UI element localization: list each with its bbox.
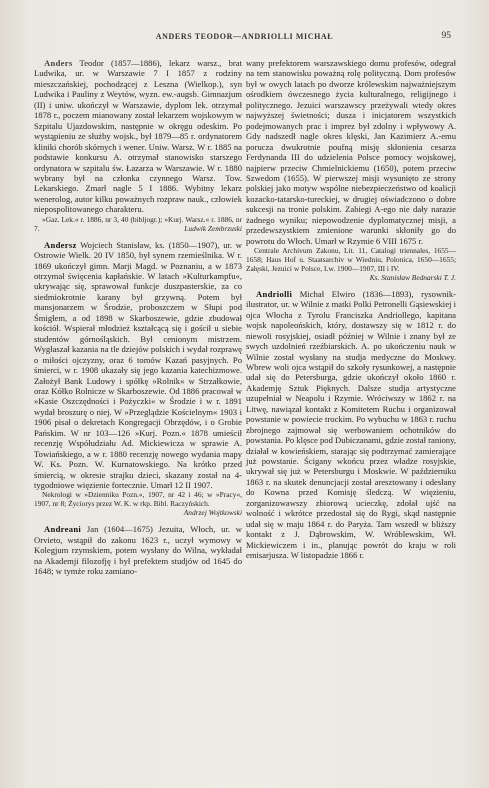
- entry-text: Teodor (1857—1886), lekarz warsz., brat Ludwika, ur. w Warszawie 7 I 1857 z rodziny mieszczańskiej, pochodzącej z Leszna (Wielkop.), syn Ludwika i Pauliny z Weytów, wyzn. ew.-augsb. Gimnazjum (II) i uniw. ukończył w Warszawie, dyplom lek. otrzymał 1878 r., poczem mianowany został lekarzem wojskowym w Szpitalu Ujazdowskim, następnie w okręgu odeskim. Po wystąpieniu ze służby wojsk., był 1879—85 r. ordynatorem kliniki chorób skórnych i wener. Uniw. Warsz. W r. 1885 na podstawie konkursu A. otrzymał stanowisko starszego ordynatora w szpitalu św. Łazarza w Warszawie. W r. 1880 wybrany był na członka czynnego Warsz. Tow. Lekarskiego. Zmarł nagle 5 I 1886. Wybitny lekarz wenerolog, autor kilku poważnych rozpraw nauk., człowiek niepospolitowanego charakteru.: [34, 58, 242, 215]
- entry-andriolli-michal: [246, 289, 456, 561]
- author-signature: Ks. Stanisław Bednarski T. J.: [369, 272, 456, 282]
- headword: Andriolli: [256, 288, 293, 299]
- author-signature: Andrzej Wojtkowski: [183, 508, 242, 518]
- left-column: [34, 58, 242, 582]
- headword: Anders: [44, 58, 73, 68]
- page-header: [0, 32, 489, 46]
- bibliography: [34, 216, 242, 234]
- right-column: [246, 58, 456, 567]
- running-head: ANDERS TEODOR—ANDRIOLLI MICHAŁ: [155, 32, 334, 41]
- entry-text: wany prefektorem warszawskiego domu profesów, odegrał na tem stanowisku poważną rolę polityczną. Dom profesów był w owych latach po dworze królewskim najważniejszym ośrodkiem ówczesnego życia kulturalnego, religijnego i politycznego. Jezuici warszawscy przeżywali wtedy okres najwyższej świetności; dusza i inicjatorem wszystkich podejmowanych prac i imprez był zdolny i wpływowy A. Gdy nadszedł nagle okres klęski, Jan Kazimierz A.-emu porucza dwukrotnie poufną misję skłonienia cesarza Ferdynanda III do udzielenia Polsce pomocy wojskowej, najpierw przeciw Chmielnickiemu (1650), potem przeciw Szwedom (1655). W pierwszej misji wysunięto ze strony polskiej jako motyw wspólne niebezpieczeństwo od koalicji kozacko-tatarsko-tureckiej, w drugiej oświadczono o dobre sukcesji na tronie polskim. Zabiegi A-ego nie dały narazie żadnego wyniku; niepowodzenie dyplomatycznej misji, a przedewszystkiem zmienione warunki skłoniły go do powrotu do Włoch. Umarł w Rzymie 6 VIII 1675 r.: [246, 58, 456, 246]
- bibliography-text: Nekrologi w »Dzienniku Pozn.«, 1907, nr 42 i 46; w »Pracy«, 1907, nr 8; Życiorys przez W. K. w rkp. Bibl. Raczyńskich.: [34, 490, 242, 509]
- bibliography-text: Centrale Archivum Zakonu, Lit. 11, Catalogi triennales, 1655—1658; Haus Hof u. Staatsarchiv w Wiedniu, Polonica, 1650—1655; Załęski, Jezuici w Polsce, Lw. 1900—1907, III i IV.: [246, 246, 456, 273]
- bibliography: [246, 247, 456, 283]
- author-signature: Ludwik Zembrzuski: [184, 223, 242, 233]
- bibliography-text: »Gaz. Lek.« r. 1886, nr 3, 40 (bibljogr.); »Kurj. Warsz.« r. 1886, nr 7.: [34, 214, 242, 233]
- headword: Andreani: [44, 524, 82, 535]
- entry-andersz-wojciech: [34, 240, 242, 519]
- page-number: 95: [441, 31, 451, 41]
- headword: Andersz: [44, 239, 77, 250]
- entry-andreani-continued: [246, 58, 456, 283]
- entry-andreani-jan: [34, 524, 242, 576]
- entry-text: Wojciech Stanisław, ks. (1850—1907), ur. w Ostrowie Wielk. 20 IV 1850, był synem rzemieślnika. W r. 1869 ukończył gimn. Marji Magd. w Poznaniu, a w 1873 otrzymał święcenia kapłańskie. W latach »Kulturkampfu«, ukrywając się, sprawował funkcje duszpasterskie, za co siedmiokrotnie karany był grzywną. Potem był mansjonarzem w Środzie, proboszczem w Słupi pod Śmigłem, a od 1898 w Skarboszewie, gdzie zbudował kościół. Wspierał młodzież kształcącą się i gościł u siebie studentów górnośląskich. Był cenionym mistrzem. Wygłaszał kazania na tle dziejów polskich i wydał rozprawę o miłości ojczyzny, oraz 6 tomów Kazań pasyjnych. Po śmierci, w r. 1908 ukazały się jego kazania katechizmowe. Założył Bank Ludowy i spółkę »Rolnik« w Strzałkowie, oraz Kółko Rolnicze w Skarboszewie. Od 1886 pracował w »Kasie Oszczędności i Pożyczki« w Środzie i w r. 1891 wydał broszurę o niej. W »Przeglądzie Kościelnym« 1903 i 1906 pisał o dekretach Kongregacji Obrzędów, i o Grobie Pańskim. W nr 103—126 »Kurj. Pozn.« 1878 umieścił recenzję Współudziału Ad. Mickiewicza w sprawie A. Towiańskiego, a w r. 1880 recenzję nowego wydania mapy W. Ks. Pozn. W. Kurnatowskiego. Na krótko przed śmiercią, w okresie strajku dzieci, skazany został na 4-tygodniowe więzienie fortecznie. Umarł 12 II 1907.: [34, 239, 242, 491]
- entry-text: Jan (1604—1675) Jezuita, Włoch, ur. w Orvieto, wstąpił do zakonu 1623 r., uczył wymowy w Kolegjum rzymskiem, potem wysłany do Wilna, wykładał na Akademji filozofję i był prefektem studjów od 1645 do 1648; w tymże roku zamiano-: [34, 524, 242, 577]
- entry-text: Michał Elwiro (1836—1893), rysownik-ilustrator, ur. w Wilnie z matki Polki Petronelli Gąsiewskiej i ojca Włocha z Tyrolu Franciszka Andriollego, kapitana wojsk napoleońskich, który, dostawszy się w 1812 r. do niewoli rosyjskiej, osiadł później w Wilnie i znany był ze swych uzdolnień rzeźbiarskich. A. po ukończeniu nauk w Wilnie został wysłany na studja medyczne do Moskwy. Wbrew woli ojca wstąpił do szkoły rysunkowej, a następnie udał się do Petersburga, gdzie ukończył około 1860 r. Akademję Sztuk Pięknych. Dalsze studja artystyczne uzupełniał w Neapolu i Rzymie. Wróciwszy w 1862 r. na Litwę, nawiązał kontakt z Komitetem Ruchu i organizował powstanie w powiecie trockim. Po wybuchu w 1863 r. ruchu zbrojnego zajmował się werbowaniem ochotników do powstania. Po klęsce pod Dubiczanami, gdzie został raniony, działał w kowieńskiem, starając się podtrzymać zamierające już powstanie. Ścigany wkońcu przez władze rosyjskie, ukrywał się już w Petersburgu i Moskwie. W październiku 1863 r. na skutek denuncjacji został aresztowany i odesłany do Kowna przed Komisję śledczą. W więzieniu, zorganizowawszy zbiorową ucieczkę, zdołał ujść na wolność i wkrótce przedostał się do Rygi, skąd następnie udał się w maju 1864 r. do Paryża. Tam wszedł w bliższy kontakt z J. Dąbrowskim, W. Wróblewskim, Wł. Mickiewiczem i in., planując powrót do kraju w roli emisarjusza. W listopadzie 1866 r.: [246, 288, 456, 561]
- entry-anders-teodor: [34, 58, 242, 234]
- bibliography: [34, 491, 242, 518]
